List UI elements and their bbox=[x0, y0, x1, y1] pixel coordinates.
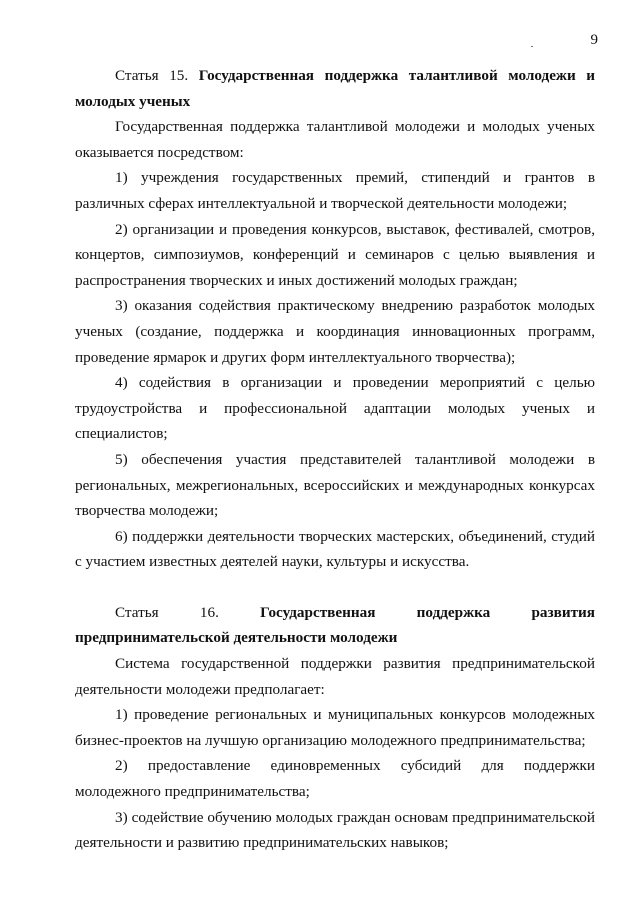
article-15-item-1: 1) учреждения государственных премий, стипендий и грантов в различных сферах интеллектуальной и творческой деятельности молодежи; bbox=[75, 169, 595, 212]
article-16-heading bbox=[75, 600, 595, 651]
article-15-item-2: 2) организации и проведения конкурсов, выставок, фестивалей, смотров, концертов, симпозиумов, конференций и семинаров с целью выявления и распространения творческих и иных достижений молодых граждан; bbox=[75, 220, 595, 289]
article-16-item-2: 2) предоставление единовременных субсидий для поддержки молодежного предпринимательства; bbox=[75, 757, 595, 801]
article-15-item-4: 4) содействия в организации и проведении мероприятий с целью трудоустройства и профессиональной адаптации молодых ученых и специалистов; bbox=[75, 374, 595, 443]
article-16-paragraph: Система государственной поддержки развития предпринимательской деятельности молодежи предполагает: bbox=[75, 655, 595, 698]
article-16-item-3: 3) содействие обучению молодых граждан основам предпринимательской деятельности и развитию предпринимательских навыков; bbox=[75, 808, 595, 852]
article-15-item-5: 5) обеспечения участия представителей талантливой молодежи в региональных, межрегиональных, всероссийских и международных конкурсах творчества молодежи; bbox=[75, 450, 595, 520]
article-15-heading bbox=[75, 63, 595, 114]
article-15-label: Статья 15. bbox=[115, 67, 189, 84]
article-16-title: Государственная поддержка развития предпринимательской деятельности молодежи bbox=[75, 603, 596, 647]
scan-speck bbox=[531, 46, 533, 47]
article-15-item-6: 6) поддержки деятельности творческих мастерских, объединений, студий с участием известных деятелей науки, культуры и искусства. bbox=[75, 527, 595, 571]
document-body bbox=[75, 63, 595, 856]
article-15-item-3: 3) оказания содействия практическому внедрению разработок молодых ученых (создание, поддержка и координация инновационных программ, проведение ярмарок и других форм интеллектуального творчества); bbox=[75, 297, 595, 366]
section-spacer bbox=[75, 575, 595, 600]
article-16-label: Статья 16. bbox=[115, 603, 219, 621]
article-15-paragraph: Государственная поддержка талантливой молодежи и молодых ученых оказывается посредством: bbox=[75, 118, 595, 161]
article-15-title: Государственная поддержка талантливой молодежи и молодых ученых bbox=[75, 67, 595, 110]
article-16-item-1: 1) проведение региональных и муниципальных конкурсов молодежных бизнес-проектов на лучшую организацию молодежного предпринимательства; bbox=[75, 706, 595, 749]
page-number: 9 bbox=[590, 32, 598, 48]
